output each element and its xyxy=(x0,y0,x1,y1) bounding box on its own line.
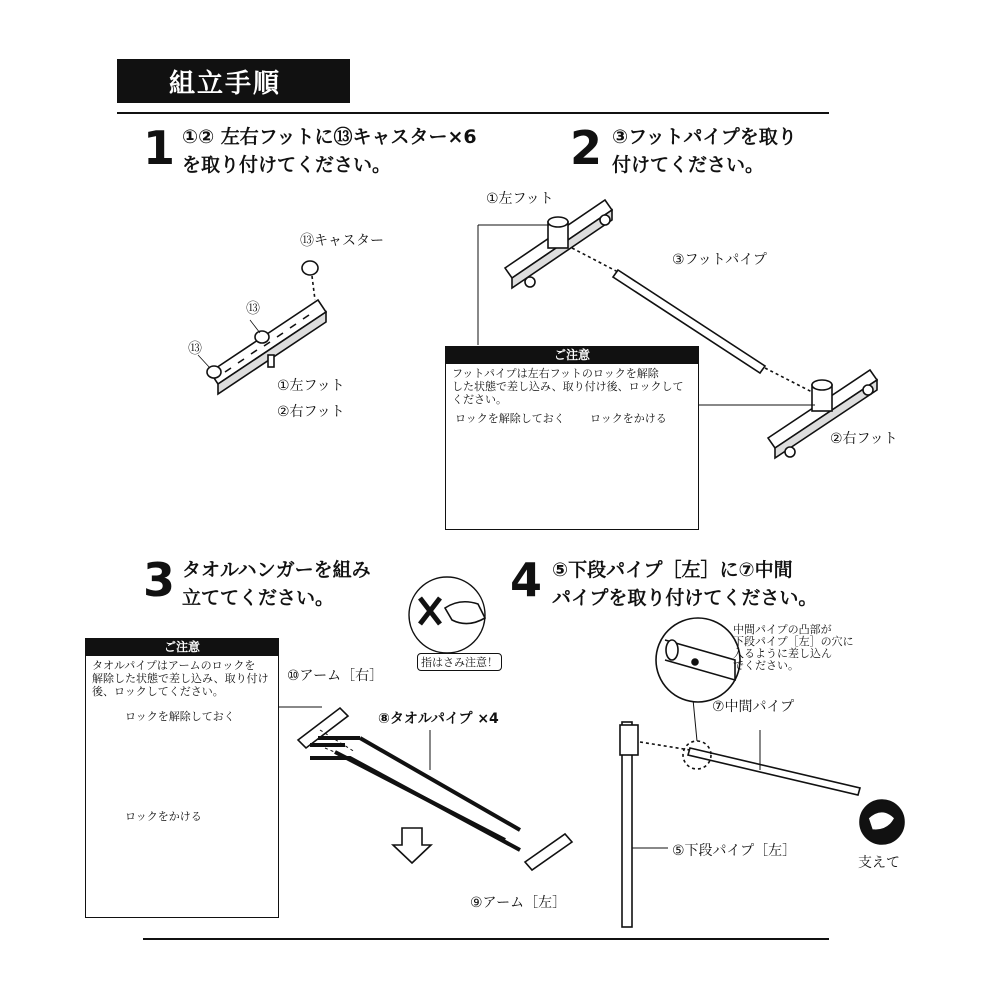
step2-caution-box xyxy=(445,346,699,530)
caster-number-label: ⑬ xyxy=(246,301,260,317)
foot-pipe-label: ③フットパイプ xyxy=(672,252,767,268)
step1-number: 1 xyxy=(143,121,176,175)
finger-warning-drawing xyxy=(409,577,485,653)
page-title-text: 組立手順 xyxy=(169,68,282,99)
arm-right-label: ⑩アーム［右］ xyxy=(287,668,384,684)
right-foot-label: ②右フット xyxy=(277,404,345,420)
lock-label: ロックをかける xyxy=(590,412,667,425)
lock-label: ロックをかける xyxy=(125,810,202,823)
finger-warning-label: 指はさみ注意！ xyxy=(417,653,502,671)
right-foot-label: ②右フット xyxy=(830,431,898,447)
step4-number: 4 xyxy=(510,553,543,607)
unlock-label: ロックを解除しておく xyxy=(455,412,565,425)
support-label: 支えて xyxy=(858,855,900,871)
step4-callout-text: 中間パイプの凸部が 下段パイプ［左］の穴に 入るように差し込ん でください。 xyxy=(733,623,854,672)
middle-pipe-label: ⑦中間パイプ xyxy=(712,699,795,715)
step2-left-foot-drawing xyxy=(505,200,612,288)
step3-instruction: タオルハンガーを組み 立ててください。 xyxy=(182,559,371,609)
step1-instruction: ①② 左右フットに⑬キャスター×6 を取り付けてください。 xyxy=(182,126,477,176)
towel-pipe-label: ⑧タオルパイプ ×4 xyxy=(378,711,499,727)
step2-instruction: ③フットパイプを取り 付けてください。 xyxy=(612,126,797,176)
step2-number: 2 xyxy=(570,121,603,175)
caster-label: ⑬キャスター xyxy=(300,233,384,249)
step3-caution-box xyxy=(85,638,279,918)
caster-number-label: ⑬ xyxy=(188,341,202,357)
caution-text: タオルパイプはアームのロックを 解除した状態で差し込み、取り付け 後、ロックしてください。 xyxy=(92,659,269,698)
step3-number: 3 xyxy=(143,553,176,607)
left-foot-label: ①左フット xyxy=(277,378,345,394)
arm-left-label: ⑨アーム［左］ xyxy=(470,895,567,911)
unlock-label: ロックを解除しておく xyxy=(125,710,235,723)
step4-instruction: ⑤下段パイプ［左］に⑦中間 パイプを取り付けてください。 xyxy=(552,559,818,609)
caution-text: フットパイプは左右フットのロックを解除 した状態で差し込み、取り付け後、ロックして ください。 xyxy=(452,367,684,406)
lower-pipe-label: ⑤下段パイプ［左］ xyxy=(672,843,797,859)
caution-header: ご注意 xyxy=(446,347,698,364)
step3-hanger-drawing xyxy=(275,707,572,870)
left-foot-label: ①左フット xyxy=(486,191,554,207)
caution-header: ご注意 xyxy=(86,639,278,656)
